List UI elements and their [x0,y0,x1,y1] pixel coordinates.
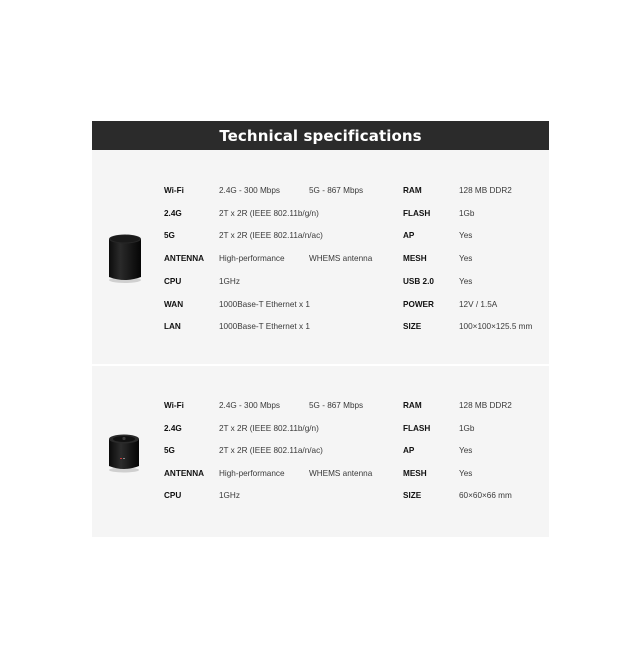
spec-card [92,121,549,537]
spec-label: SIZE [403,491,422,501]
spec-value: High-performance [219,254,285,264]
spec-value-secondary: WHEMS antenna [309,468,373,478]
spec-label: WAN [164,299,184,309]
title-bar [92,121,549,150]
spec-row [92,467,549,481]
spec-row [92,489,549,503]
spec-label: Wi-Fi [164,401,184,410]
spec-label: USB 2.0 [403,276,434,286]
spec-label: 2.4G [164,423,182,433]
spec-value: 1000Base-T Ethernet x 1 [219,299,310,309]
spec-value: 60×60×66 mm [459,491,512,501]
spec-row [92,444,549,458]
spec-label: LAN [164,322,181,332]
page-title: Technical specifications [219,126,422,145]
spec-value: 2T x 2R (IEEE 802.11a/n/ac) [219,446,323,456]
spec-label: FLASH [403,423,431,433]
spec-row [92,207,549,221]
spec-label: CPU [164,491,182,501]
spec-value: Yes [459,254,473,264]
spec-value: Yes [459,468,473,478]
spec-value: 2.4G - 300 Mbps [219,401,280,410]
spec-row [92,320,549,334]
spec-value: High-performance [219,468,285,478]
spec-row [92,252,549,266]
spec-value: 2.4G - 300 Mbps [219,186,280,195]
spec-label: FLASH [403,208,431,218]
spec-value-secondary: 5G - 867 Mbps [309,186,364,195]
spec-label: MESH [403,468,427,478]
spec-label: 5G [164,446,175,456]
spec-label: ANTENNA [164,254,205,264]
spec-value: Yes [459,276,473,286]
spec-row [92,298,549,312]
spec-value: 2T x 2R (IEEE 802.11b/g/n) [219,208,319,218]
spec-label: 2.4G [164,208,182,218]
spec-row [92,184,549,198]
spec-label: AP [403,446,415,456]
spec-label: 5G [164,231,175,241]
spec-value: 1000Base-T Ethernet x 1 [219,322,310,332]
spec-value: 2T x 2R (IEEE 802.11a/n/ac) [219,231,323,241]
product-panel-small [92,366,549,537]
spec-row [92,275,549,289]
spec-label: SIZE [403,322,422,332]
spec-value: 1Gb [459,423,475,433]
spec-label: POWER [403,299,434,309]
spec-value: 12V / 1.5A [459,299,498,309]
spec-label: ANTENNA [164,468,205,478]
spec-label: AP [403,231,415,241]
spec-value: 100×100×125.5 mm [459,322,533,332]
spec-row [92,229,549,243]
spec-value: 1Gb [459,208,475,218]
spec-row [92,422,549,436]
spec-value: Yes [459,446,473,456]
spec-label: MESH [403,254,427,264]
spec-label: Wi-Fi [164,186,184,195]
spec-label: RAM [403,401,422,410]
spec-row [92,399,549,413]
spec-label: RAM [403,186,422,195]
spec-value: 1GHz [219,491,240,501]
spec-value-secondary: WHEMS antenna [309,254,373,264]
spec-value: 1GHz [219,276,240,286]
spec-value-secondary: 5G - 867 Mbps [309,401,364,410]
product-panel-large [92,150,549,364]
spec-label: CPU [164,276,182,286]
spec-value: Yes [459,231,473,241]
spec-value: 2T x 2R (IEEE 802.11b/g/n) [219,423,319,433]
spec-value: 128 MB DDR2 [459,186,512,195]
spec-value: 128 MB DDR2 [459,401,512,410]
